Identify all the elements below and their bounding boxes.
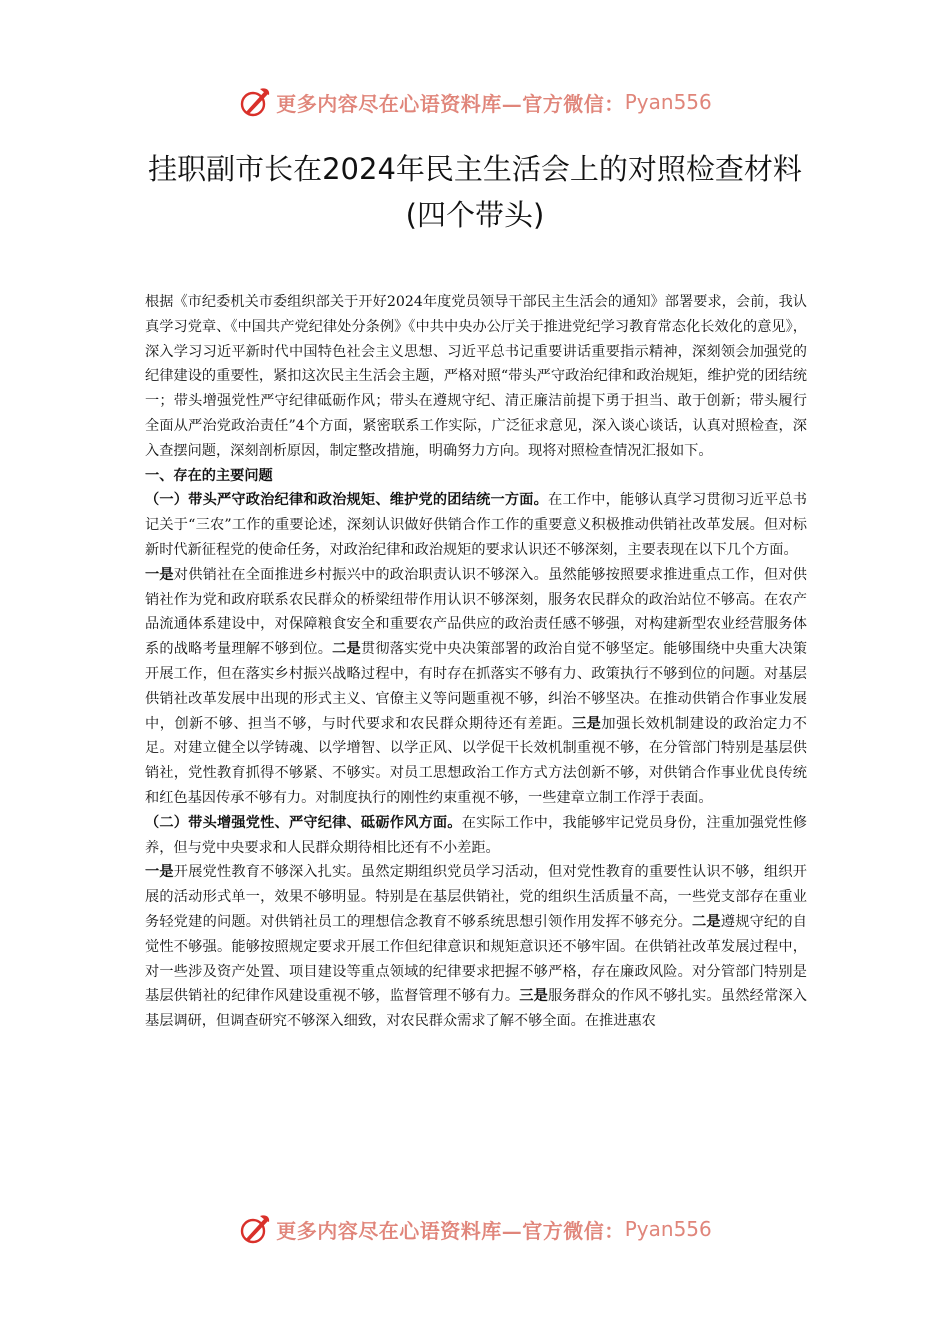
point-text: 开展党性教育不够深入扎实。虽然定期组织党员学习活动，但对党性教育的重要性认识不够，组织开展的活动形式单一，效果不够明显。特别是在基层供销社，党的组织生活质量不高，一些党支部存在重业务轻党建的问题。对供销社员工的理想信念教育不够系统思想引领作用发挥不够充分。 [145, 864, 807, 930]
watermark-text: 更多内容尽在心语资料库—官方微信： [276, 91, 625, 116]
watermark-banner-bottom [0, 1207, 950, 1251]
point-text: 遵规守纪的自觉性不够强。能够按照规定要求开展工作但纪律意识和规矩意识还不够牢固。在供销社改革发展过程中，对一些涉及资产处置、项目建设等重点领域的纪律要求把握不够严格，存在廉政风险。对分管部门特别是基层供销社的纪律作风建设重视不够，监督管理不够有力。 [145, 913, 807, 1005]
point-text: 贯彻落实党中央决策部署的政治自觉不够坚定。能够围绕中央重大决策开展工作，但在落实乡村振兴战略过程中，有时存在抓落实不够有力、政策执行不够到位的问题。对基层供销社改革发展中出现的形式主义、官僚主义等问题重视不够，纠治不够坚决。在推动供销合作事业发展中，创新不够、担当不够，与时代要求和农民群众期待还有差距。 [145, 641, 807, 732]
subsection-2-text: 在实际工作中，我能够牢记党员身份，注重加强党性修养，但与党中央要求和人民群众期待相比还有不小差距。 [145, 814, 807, 856]
subsection-2-heading: （二）带头增强党性、严守纪律、砥砺作风方面。 [145, 814, 462, 831]
point-text: 对供销社在全面推进乡村振兴中的政治职责认识不够深入。虽然能够按照要求推进重点工作，但对供销社作为党和政府联系农民群众的桥梁纽带作用认识不够深刻，服务农民群众的政治站位不够高。在农产品流通体系建设中，对保障粮食安全和重要农产品供应的政治责任感不够强，对构建新型农业经营服务体系的战略考量理解不够到位。 [145, 566, 807, 658]
quill-logo-icon [238, 85, 272, 119]
point-label: 一是 [145, 566, 174, 583]
watermark-wechat-id: Pyan556 [624, 1217, 712, 1241]
point-label: 二是 [692, 913, 721, 930]
watermark-wechat-id: Pyan556 [624, 90, 712, 114]
point-text: 服务群众的作风不够扎实。虽然经常深入基层调研，但调查研究不够深入细致，对农民群众需求了解不够全面。在推进惠农 [145, 988, 807, 1030]
subsection-1-points-paragraph [145, 563, 807, 811]
section-heading-problems [145, 464, 807, 489]
subsection-1-paragraph [145, 488, 807, 562]
subsection-1-text: 在工作中，能够认真学习贯彻习近平总书记关于“三农”工作的重要论述，深刻认识做好供销合作工作的重要意义积极推动供销社改革发展。但对标新时代新征程党的使命任务，对政治纪律和政治规矩的要求认识还不够深刻，主要表现在以下几个方面。 [145, 492, 807, 558]
quill-logo-icon [238, 1212, 272, 1246]
title-line-2: (四个带头) [405, 198, 545, 232]
subsection-2-paragraph [145, 811, 807, 861]
subsection-1-heading: （一）带头严守政治纪律和政治规矩、维护党的团结统一方面。 [145, 492, 549, 509]
title-line-1: 挂职副市长在2024年民主生活会上的对照检查材料 [148, 152, 802, 186]
point-label: 二是 [332, 641, 361, 658]
point-text: 加强长效机制建设的政治定力不足。对建立健全以学铸魂、以学增智、以学正风、以学促干长效机制重视不够，在分管部门特别是基层供销社，党性教育抓得不够紧、不够实。对员工思想政治工作方式方法创新不够，对供销合作事业优良传统和红色基因传承不够有力。对制度执行的刚性约束重视不够，一些建章立制工作浮于表面。 [145, 715, 807, 806]
point-label: 三是 [571, 715, 602, 732]
document-title [100, 146, 850, 238]
watermark-banner-top [0, 80, 950, 124]
section-heading-text: 一、存在的主要问题 [145, 467, 273, 484]
watermark-text: 更多内容尽在心语资料库—官方微信： [276, 1218, 625, 1243]
subsection-2-points-paragraph [145, 860, 807, 1034]
point-label: 一是 [145, 864, 174, 881]
intro-paragraph: 根据《市纪委机关市委组织部关于开好2024年度党员领导干部民主生活会的通知》部署要求，会前，我认真学习党章、《中国共产党纪律处分条例》《中共中央办公厅关于推进党纪学习教育常态化长效化的意见》，深入学习习近平新时代中国特色社会主义思想、习近平总书记重要讲话重要指示精神，深刻领会加强党的纪律建设的重要性，紧扣这次民主生活会主题，严格对照“带头严守政治纪律和政治规矩，维护党的团结统一；带头增强党性严守纪律砥砺作风；带头在遵规守纪、清正廉洁前提下勇于担当、敢于创新；带头履行全面从严治党政治责任”4个方面，紧密联系工作实际，广泛征求意见，深入谈心谈话，认真对照检查，深入查摆问题，深刻剖析原因，制定整改措施，明确努力方向。现将对照检查情况汇报如下。 [145, 294, 807, 459]
document-body [145, 290, 807, 1034]
point-label: 三是 [519, 988, 549, 1005]
